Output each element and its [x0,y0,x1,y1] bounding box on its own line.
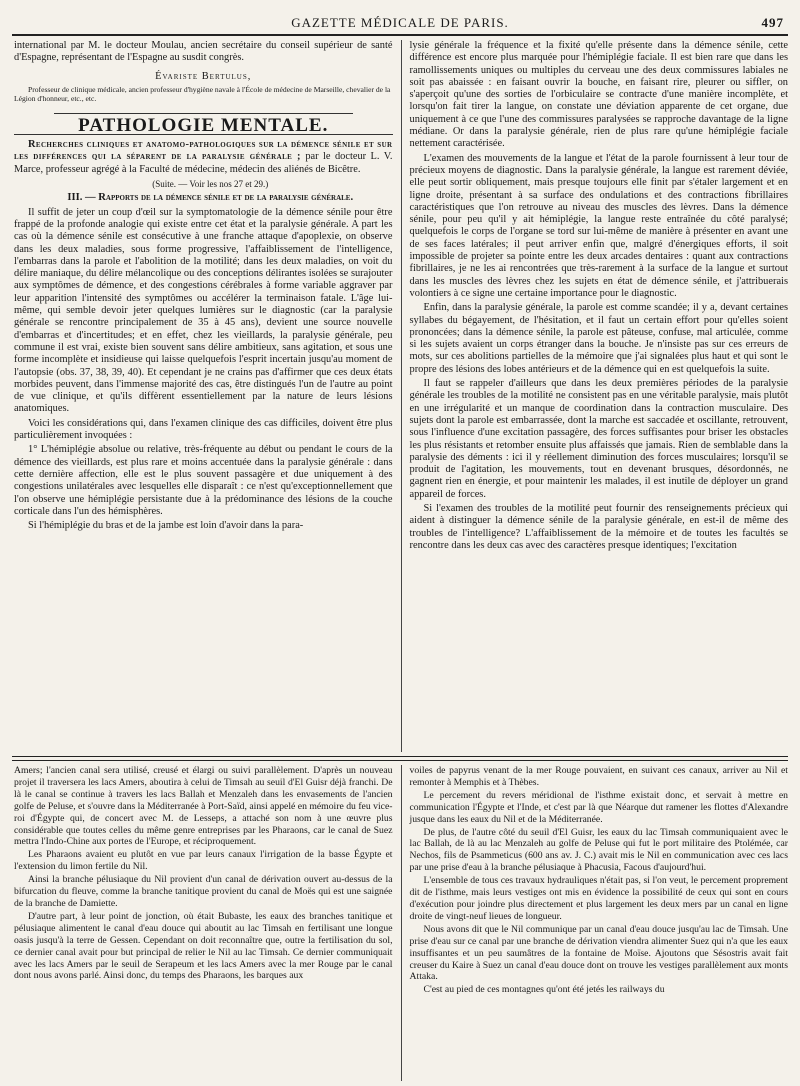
divider [54,113,353,114]
paragraph: Il faut se rappeler d'ailleurs que dans les deux premières périodes de la paralysie générale les troubles de la motilité ne consistent pas en une véritable paralysie, mais plutôt en une irrégularité et un manque de coordination dans la contraction musculaire. Des sujets dont la parole est embarrassée, dont la marche est saccadée et oscillante, retrouvent, sous l'influence d'une excitation passagère, des forces suffisantes pour briser les obstacles les plus résistants et retomber ensuite plus affaissés que jamais. Rien de semblable dans la paralysie des déments : ici il y réellement diminution des forces musculaires; lorsqu'il se produit de l'agitation, les mouvements, tout en devenant brusques, désordonnés, ne gagnent rien en énergie, et pour maintenir les malades, il est inutile de déployer un grand appareil de forces. [409,378,788,500]
feuilleton-separator [12,756,788,761]
continuation-note: (Suite. — Voir les nos 27 et 29.) [152,179,269,190]
feuilleton-right-column [401,765,789,1081]
page-number: 497 [761,15,784,30]
paragraph: Si l'examen des troubles de la motilité peut fournir des renseignements précieux qui aident à distinguer la démence sénile de la paralysie générale, en est-il de même des troubles de l'intelligence? L'affaiblissement de la mémoire et de toutes les facultés se rencontre dans les deux cas avec des caractères presque identiques; l'excitation [409,502,788,551]
paragraph: lysie générale la fréquence et la fixité qu'elle présente dans la démence sénile, cette différence est encore plus marquée pour l'hémiplégie faciale. Il est bien rare que dans les ramollissements uniques ou multiples du cerveau une des deux commissures labiales ne soit pas abaissée : en faisant ouvrir la bouche, en faisant rire, pleurer ou siffler, on s'aperçoit qu'une des sorties de l'orbiculaire se contracte d'une manière incomplète, et lorsqu'on fait tirer la langue, on constate une déviation apparente de cet organe, due uniquement à ce que l'une des commissures paralysées se rapproche davantage de la ligne médiane. Or dans la paralysie générale, rien de plus rare qu'une hémiplégie faciale nettement caractérisée. [409,40,788,150]
article-title [14,139,393,176]
paragraph: Le percement du revers méridional de l'isthme existait donc, et servait à mettre en communication l'Égypte et l'Inde, et c'est par là que Néarque dut ramener les flottes d'Alexandre jusque dans les eaux du Nil et de la Méditerranée. [409,789,788,825]
right-column [401,40,789,752]
main-article-columns [14,40,788,752]
subheading: III. — Rapports de la démence sénile et de la paralysie générale. [67,192,354,204]
paragraph: Enfin, dans la paralysie générale, la parole est comme scandée; il y a, devant certaines syllabes du bégayement, de l'hésitation, et il faut un certain effort pour qu'elles soient prononcées; dans la démence sénile, la parole est pâteuse, confuse, mal articulée, comme si les sujets avaient un corps étranger dans la bouche. Je n'insiste pas sur ces erreurs de mots, sur ces abolitions partielles de la mémoire que j'ai signalées plus haut et qui sont le propre des lésions des lobes antérieurs et de la démence qui en est quelquefois la suite. [409,302,788,375]
paragraph: L'examen des mouvements de la langue et l'état de la parole fournissent à leur tour de précieux moyens de diagnostic. Dans la paralysie générale, la langue est rarement déviée, elle peut sortir obliquement, mais presque toujours elle finit par s'étaler largement et en ligne droite, présentant à sa surface des ondulations et des contractions fibrillaires caractéristiques que l'on retrouve au niveau des muscles des lèvres. Dans la démence sénile, pour peu qu'il y ait hémiplégie, la langue reste entraînée du côté paralysé; quelquefois le corps de l'organe se tord sur lui-même de manière à présenter en avant une de ses faces latérales; il peut arriver enfin que, malgré d'énergiques efforts, il soit impossible de projeter sa pointe entre les deux arcades dentaires : quant aux contractions fibrillaires, je ne les ai rencontrées que très-rarement à la surface de la langue et surtout dans les muscles des lèvres chez les sujets en état de démence sénile, et j'attribuerais volontiers à ce signe une certaine importance pour le diagnostic. [409,152,788,299]
paragraph: D'autre part, à leur point de jonction, où était Bubaste, les eaux des branches tanitique et pélusiaque alimentent le canal d'eau douce qui aboutit au lac Timsah en fertilisant une longue oasis jusqu'à la terre de Gessen. Cependant on doit reconnaître que, outre la fertilisation du sol, ce dernier canal avait pour but principal de relier le Nil au lac Timsah. Ce dernier communiquait avec les lacs Amers par le seuil de Serapeum et les lacs Amers avec la mer Rouge par le canal dont nous avons parlé. Ainsi donc, du temps des Pharaons, les barques aux [14,910,393,982]
paragraph: voiles de papyrus venant de la mer Rouge pouvaient, en suivant ces canaux, arriver au Nil et remonter à Memphis et à Thèbes. [409,765,788,788]
running-header [12,12,788,36]
feuilleton-columns [14,765,788,1081]
paragraph: Amers; l'ancien canal sera utilisé, creusé et élargi ou suivi parallèlement. D'après un nouveau projet il traversera les lacs Amers, aboutira à celui de Timsah au seuil d'El Guisr déjà franchi. De là le canal se continue à travers les lacs Ballah et Menzaleh dans les envasements de l'ancien golfe de Peluse, et s'ouvre dans la Méditerranée à Port-Saïd, ainsi appelé en mémoire du feu vice-roi d'Égypte qui, de concert avec M. de Lesseps, a attaché son nom à une œuvre plus considérable que toutes celles du même genre entreprises par les Pharaons, car le canal de Suez mettra l'Indo-Chine aux portes de l'Europe, et réciproquement. [14,765,393,848]
paragraph: L'ensemble de tous ces travaux hydrauliques n'était pas, si l'on veut, le percement proprement dit de l'isthme, mais leurs vestiges ont mis en évidence la possibilité de ceux qui sont en cours d'exécution pour joindre plus directement et plus largement les deux mers par un canal en ligne droite de vingt-neuf lieues de longueur. [409,875,788,922]
article-author: par le docteur L. V. Marce, professeur agrégé à la Faculté de médecine, médecin des aliénés de Bicêtre. [14,151,393,175]
left-column [14,40,401,752]
paragraph: Il suffit de jeter un coup d'œil sur la symptomatologie de la démence sénile pour être frappé de la profonde analogie qui existe entre cet état et la paralysie générale. A part les cas où la démence sénile est consécutive à une franche attaque d'apoplexie, on observe dans les deux maladies, sous forme progressive, l'affaiblissement de l'intelligence, l'embarras dans la parole et l'abolition de la motilité; dans les deux maladies, on voit du délire maniaque, du délire mélancolique ou des conceptions délirantes isolées se surajouter aux symptômes de démence, et des congestions cérébrales à forme variable aggraver par leur apparition l'intensité des symptômes ou accélérer la terminaison fatale. L'âge lui-même, qui semble devoir jeter quelques lumières sur le diagnostic (car la paralysie générale se rencontre principalement de 35 à 45 ans), devient une source nouvelle d'embarras et d'incertitudes; et en effet, chez les vieillards, la paralysie générale, peu commune il est vrai, existe bien souvent sans délire ambitieux, sans agitation, et sous une forme incomplète et insidieuse qui laisse quelquefois l'esprit incertain jusqu'au moment de l'autopsie (obs. 37, 38, 39, 40). Et cependant je ne crains pas d'affirmer que ces deux états morbides peuvent, dans l'immense majorité des cas, être distingués l'un de l'autre au point de vue clinique, et qu'ils diffèrent essentiellement par la nature de leurs lésions anatomiques. [14,206,393,415]
article-heading: Recherches cliniques et anatomo-pathologiques sur la démence sénile et sur les différences qui la séparent de la paralysie générale ; [14,139,393,163]
paragraph: Les Pharaons avaient eu plutôt en vue par leurs canaux l'irrigation de la basse Égypte et l'extension du limon fertile du Nil. [14,849,393,873]
intro-paragraph: international par M. le docteur Moulau, ancien secrétaire du conseil supérieur de santé d'Espagne, représentant de l'Espagne au susdit congrès. [14,40,393,64]
paragraph: Voici les considérations qui, dans l'examen clinique des cas difficiles, doivent être plus particulièrement invoquées : [14,417,393,442]
section-title: PATHOLOGIE MENTALE. [14,120,393,135]
paragraph: Si l'hémiplégie du bras et de la jambe est loin d'avoir dans la para- [28,520,304,532]
paragraph: De plus, de l'autre côté du seuil d'El Guisr, les eaux du lac Timsah communiquaient avec le lac Ballah, de là au lac Menzaleh au golfe de Peluse qui fut le port militaire des Ptolémée, car Nechos, fils de Psammeticus (600 ans av. J. C.) avait mis le Nil en communication avec ces lacs par une prise d'eau à la branche pélusiaque à Phacusia, Facous d'aujourd'hui. [409,826,788,874]
paragraph: 1° L'hémiplégie absolue ou relative, très-fréquente au début ou pendant le cours de la démence des vieillards, est plus rare et moins accentuée dans la paralysie générale : dans cette dernière affection, elle est le plus souvent passagère et due uniquement à des congestions unilatérales avec lesquelles elle disparaît : ce n'est qu'exceptionnellement que l'on observe une hémiplégie persistante due à la prédominance des lésions de la couche corticale dans l'un des hémisphères. [14,444,393,517]
journal-title: GAZETTE MÉDICALE DE PARIS. [291,15,509,30]
paragraph: Nous avons dit que le Nil communique par un canal d'eau douce jusqu'au lac de Timsah. Une prise d'eau sur ce canal par une branche de dérivation viendra alimenter Suez qui n'a que les eaux insuffisantes et un peu saumâtres de la fontaine de Moïse. Ajoutons que Sésostris avait fait creuser du Kaire à Suez un canal d'eau douce dont on trouve les vestiges parallèlement aux monts Attaka. [409,923,788,983]
paragraph: C'est au pied de ces montagnes qu'ont été jetés les railways du [423,984,665,996]
feuilleton-left-column [14,765,401,1081]
paragraph: Ainsi la branche pélusiaque du Nil provient d'un canal de dérivation ouvert au-dessus de la bifurcation du fleuve, comme la branche tanitique provient du canal de Moës qui est une saignée de la branche de Damiette. [14,874,393,909]
signature-name: Évariste Bertulus, [155,70,252,82]
signature-title: Professeur de clinique médicale, ancien professeur d'hygiène navale à l'École de médecine de Marseille, chevalier de la Légion d'honneur, etc., etc. [14,84,391,103]
